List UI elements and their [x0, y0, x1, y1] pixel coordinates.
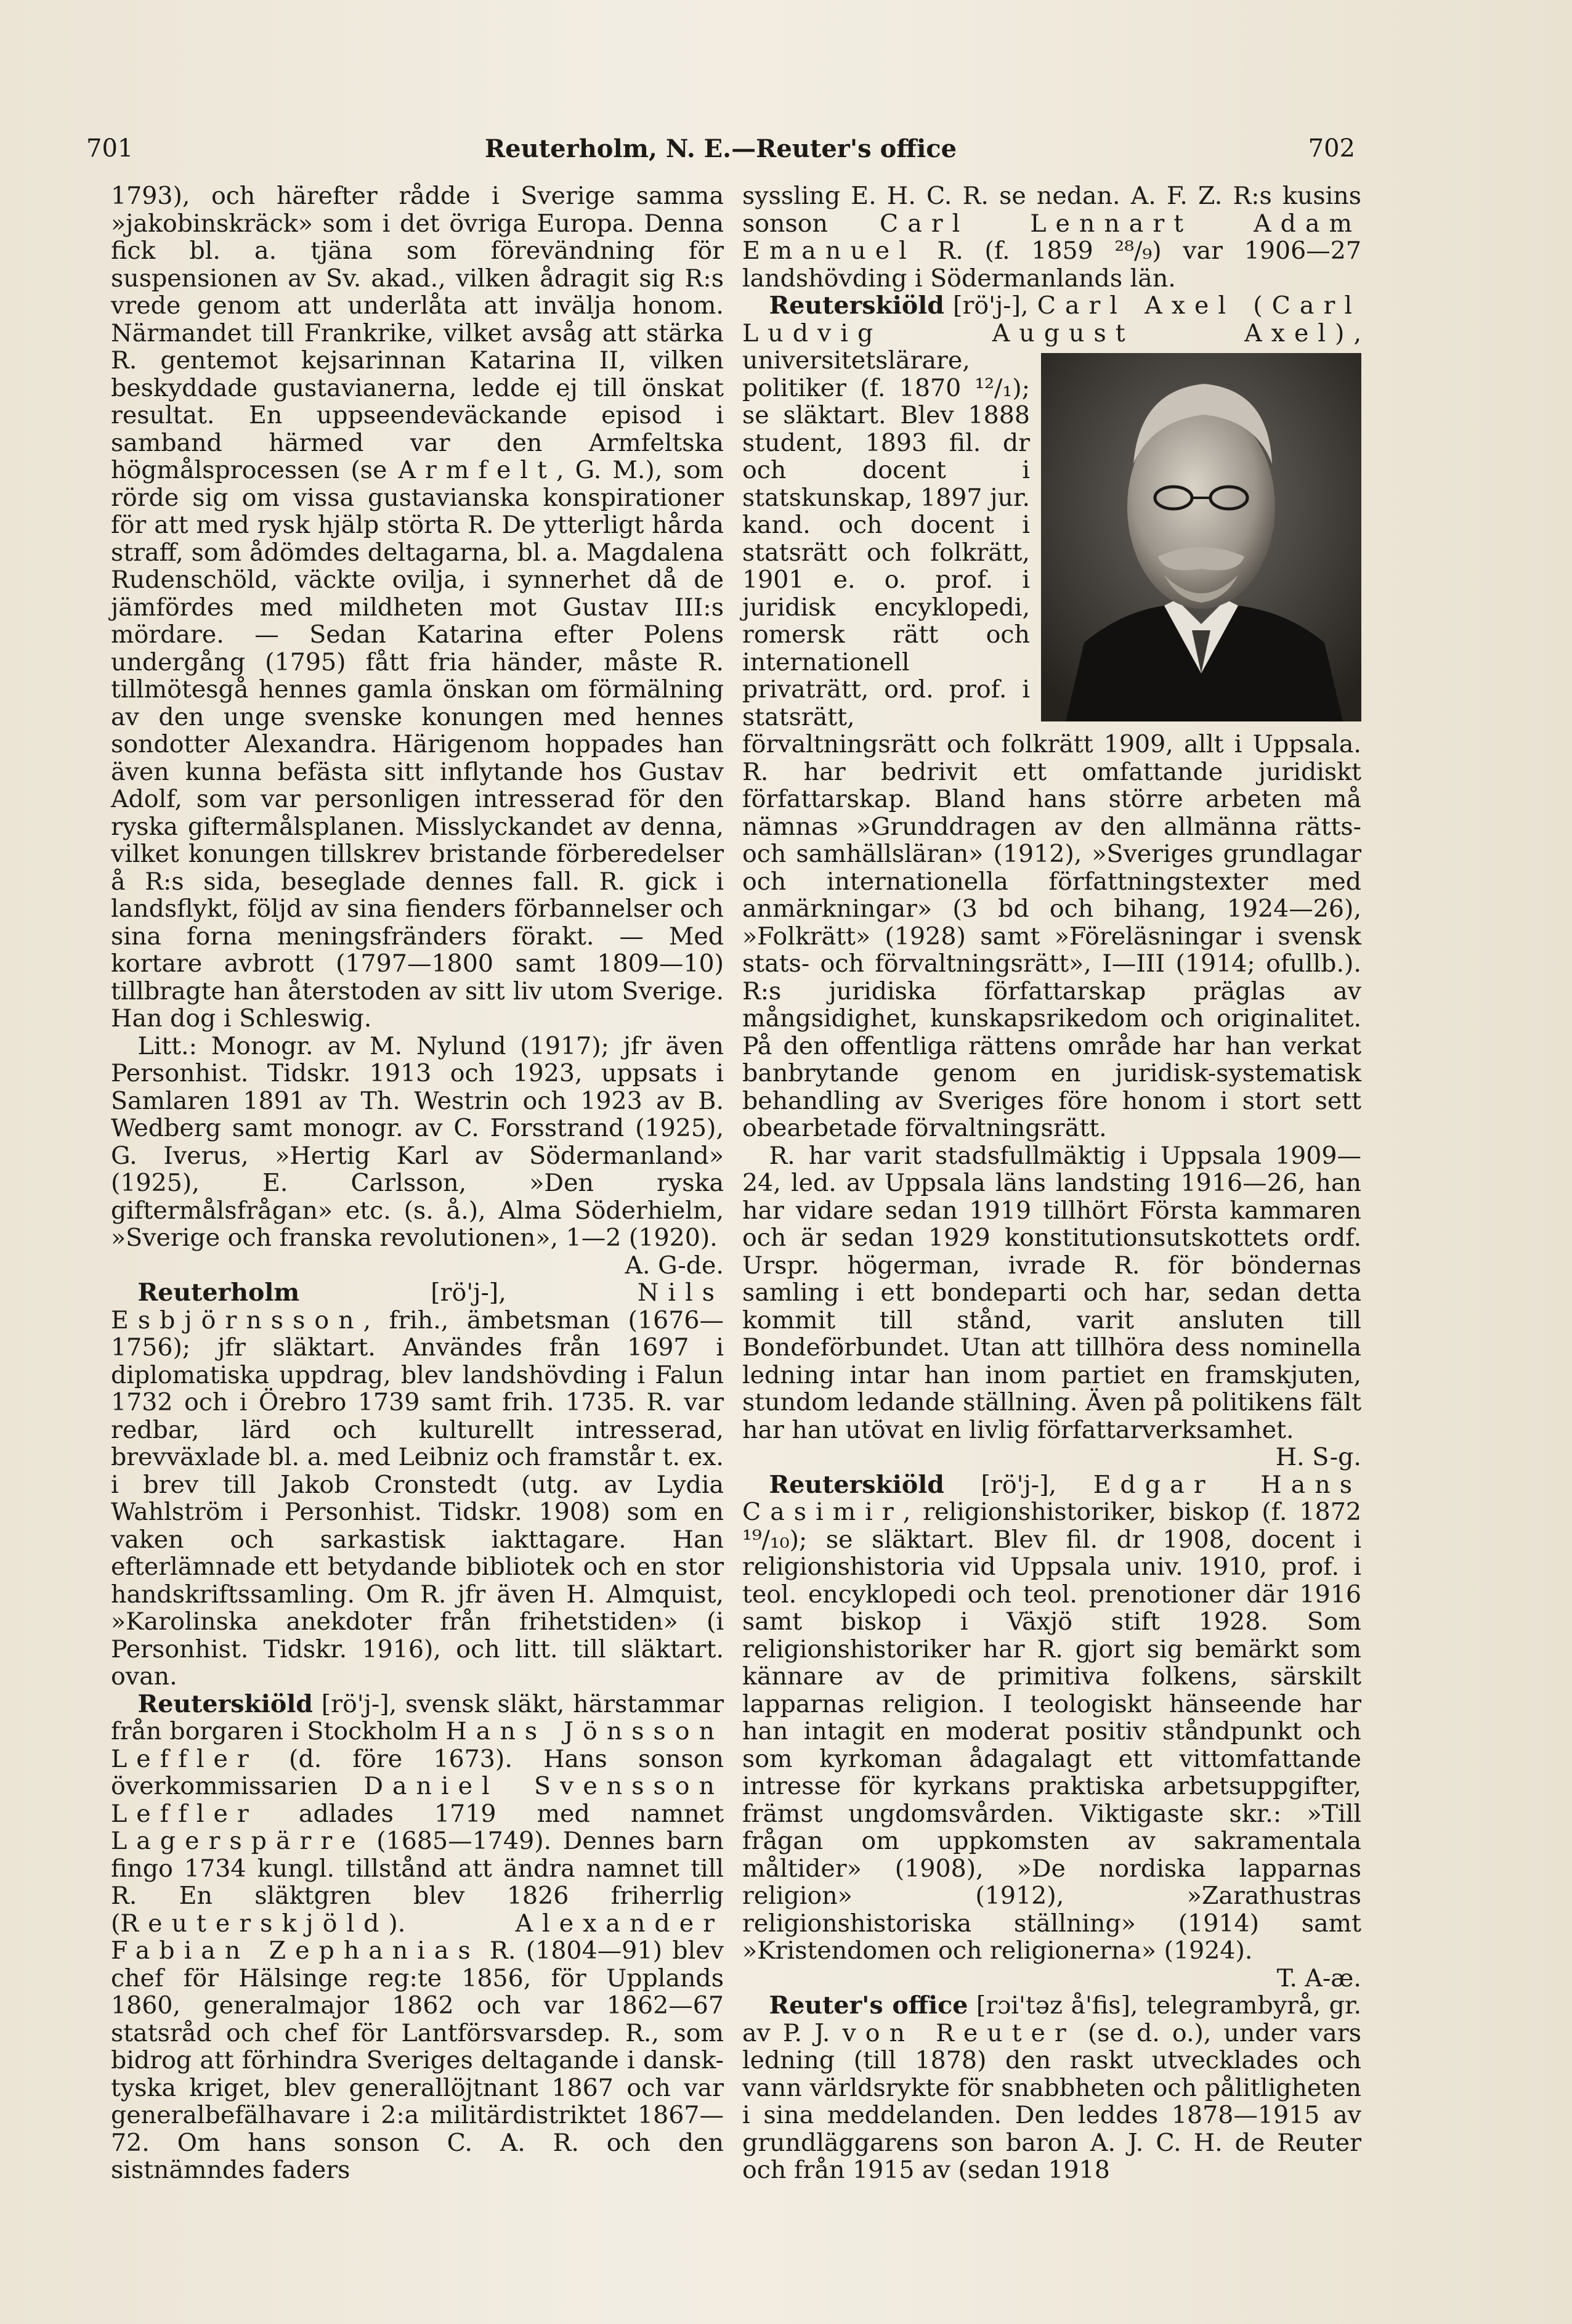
spaced-name: Hans Jönsson Leffler: [111, 1717, 724, 1773]
entry-headword: Reuterholm: [137, 1278, 300, 1307]
entry-continuation: [111, 182, 724, 1033]
paragraph-text: [rö'j-],: [299, 1278, 638, 1307]
entry-reuters-office: [742, 1992, 1361, 2184]
author-signature: T. A-æ.: [1276, 1964, 1361, 1993]
paragraph-text: , G. M.), som rörde sig om vissa gustavianska konspirationer för att med rysk hjälp störta R. De ytterligt hårda straff, som ådömdes deltagarna, bl. a. Magdalena Rudenschöld, väckte ovilja, i synnerhet då de jämfördes med mildheten mot Gustav III:s mördare. — Sedan Katarina efter Polens undergång (1795) fått fria händer, måste R. tillmötesgå hennes gamla önskan om förmälning av den unge svenske konungen med hennes sondotter Alexandra. Härigenom hoppades han även kunna befästa sitt inflytande hos Gustav Adolf, som var personligen intresserad för den ryska giftermålsplanen. Misslyckandet av denna, vilket konungen tillskrev bristande förberedelser å R:s sida, beseglade dennes fall. R. gick i landsflykt, följd av sina fienders förbannelser och sina forna meningsfränders förakt. — Med kortare avbrott (1797—1800 samt 1809—10) tillbragte han återstoden av sitt liv utom Sverige. Han dog i Schleswig.: [111, 456, 724, 1033]
paragraph-text: ).: [388, 1909, 516, 1938]
entry-headword: Reuterskiöld: [137, 1689, 313, 1718]
paragraph-text: R. har varit stadsfullmäktig i Uppsala 1909—24, led. av Uppsala läns landsting 1916—26, han har vidare sedan 1919 tillhört Första kammaren och är sedan 1929 konstitutionsutskottets ordf. Urspr. högerman, ivrade R. för böndernas samling i ett bondeparti och har, sedan detta kommit till stånd, varit ansluten till Bondeförbundet. Utan att tillhöra dess nominella ledning intar han inom partiet en framskjuten, stundom ledande ställning. Även på politikens fält har han utövat en livlig författarverksamhet.: [742, 1141, 1361, 1444]
page-number-right: 702: [1308, 134, 1355, 163]
literature-paragraph: [111, 1033, 724, 1280]
right-column: [742, 182, 1361, 2184]
entry-reuterskiold-edgar: [742, 1471, 1361, 1993]
spaced-name: Carl Axel (Carl Ludvig August Axel): [742, 291, 1361, 347]
spaced-name: Alexander Fabian Zephanias: [111, 1909, 724, 1965]
page-header: [86, 134, 1355, 171]
paragraph-text: syssling E. H. C. R. se nedan. A. F. Z. R:s kusins sonson: [742, 182, 1361, 238]
paragraph-text: , religionshistoriker, biskop (f. 1872 ¹⁹/₁₀); se släktart. Blev fil. dr 1908, docent i religionshistoria vid Uppsala univ. 1910, prof. i teol. encyklopedi och teol. prenotioner där 1916 samt biskop i Växjö stift 1928. Som religionshistoriker har R. gjort sig bemärkt som kännare av de primitiva folkens, särskilt lapparnas religion. I teologiskt hänseende har han intagit en moderat positiv ståndpunkt och som kyrkoman ådagalagt ett vittomfattande intresse för kyrkans praktiska arbetsuppgifter, främst ungdomsvården. Viktigaste skr.: »Till frågan om uppkomsten av sakramentala måltider» (1908), »De nordiska lapparnas religion» (1912), »Zarathustras religionshistoriska ställning» (1914) samt »Kristendomen och religionerna» (1924).: [742, 1498, 1361, 1965]
author-signature: H. S-g.: [1275, 1443, 1361, 1471]
page-number-left: 701: [86, 134, 134, 163]
portrait-photo-icon: [1041, 353, 1361, 721]
spaced-name: Carl Lennart Adam Emanuel: [742, 209, 1361, 265]
entry-reuterskiold-politics: [742, 1142, 1361, 1471]
spaced-name: Armfelt: [398, 456, 556, 484]
paragraph-text: , universitetslärare, politiker (f. 1870 ¹²/₁); se släktart. Blev 1888 student, 1893 fil. dr och docent i statskunskap, 1897 jur. kand. och docent i statsrätt och folkrätt, 1901 e. o. prof. i juridisk encyklopedi, romersk rätt och internationell privaträtt, ord. prof. i statsrätt, förvaltningsrätt och folkrätt 1909, allt i Uppsala. R. har bedrivit ett omfattande juridiskt författarskap. Bland hans större arbeten må nämnas »Grunddragen av den allmänna rätts- och samhällsläran» (1912), »Sveriges grundlagar och internationella författningstexter med anmärkningar» (3 bd och bihang, 1924—26), »Folkrätt» (1928) samt »Föreläsningar i svensk stats- och förvaltningsrätt», I—III (1914; ofullb.). R:s juridiska författarskap präglas av mångsidighet, kunskapsrikedom och originalitet. På den offentliga rättens område har han verkat banbrytande genom en juridisk-systematisk behandling av Sveriges före honom i stort sett obearbetade förvaltningsrätt.: [742, 319, 1361, 1142]
paragraph-text: [rɔi'tәz å'fis], telegrambyrå, gr. av P. J.: [742, 1991, 1361, 2047]
author-signature: A. G-de.: [625, 1251, 724, 1280]
entry-continuation: [742, 182, 1361, 292]
paragraph-text: (se d. o.), under vars ledning (till 1878) den raskt utvecklades och vann världsrykte för snabbheten och pålitligheten i sina meddelanden. Den leddes 1878—1915 av grundläggarens son baron A. J. C. H. de Reuter och från 1915 av (sedan 1918: [742, 2018, 1361, 2184]
paragraph-text: 1793), och härefter rådde i Sverige samma »jakobinskräck» som i det övriga Europa. Denna fick bl. a. tjäna som förevändning för suspensionen av Sv. akad., vilken ådragit sig R:s vrede genom att underlåta att invälja honom. Närmandet till Frankrike, vilket avsåg att stärka R. gentemot kejsarinnan Katarina II, vilken beskyddade gustavianerna, ledde ej till önskat resultat. En uppseendeväckande episod i samband härmed var den Armfeltska högmålsprocessen (se: [111, 182, 724, 484]
paragraph-text: [rö'j-],: [944, 291, 1037, 320]
paragraph-text: , frih., ämbetsman (1676—1756); jfr släktart. Användes från 1697 i diplomatiska uppdrag, blev landshövding i Falun 1732 och i Örebro 1739 samt frih. 1735. R. var redbar, lärd och kulturellt intresserad, brevväxlade bl. a. med Leibniz och framstår t. ex. i brev till Jakob Cronstedt (utg. av Lydia Wahlström i Personhist. Tidskr. 1908) som en vaken och sarkastisk iakttagare. Han efterlämnade ett betydande bibliotek och en stor handskriftssamling. Om R. jfr även H. Almquist, »Karolinska anekdoter från frihetstiden» (i Personhist. Tidskr. 1916), och litt. till släktart. ovan.: [111, 1306, 724, 1691]
paragraph-text: (1685—1749). Dennes barn fingo 1734 kungl. tillstånd att ändra namnet till R. En släktgren blev 1826 friherrlig (: [111, 1827, 724, 1938]
entry-headword: Reuterskiöld: [769, 291, 944, 320]
entry-reuterholm-nils: [111, 1279, 724, 1691]
paragraph-text: [rö'j-],: [944, 1470, 1093, 1499]
spaced-name: Edgar Hans Casimir: [742, 1470, 1362, 1526]
paragraph-text: R. (1804—91) blev chef för Hälsinge reg:te 1856, för Upplands 1860, generalmajor 1862 och var 1862—67 statsråd och chef för Lantförsvarsdep. R., som bidrog att förhindra Sveriges deltagande i dansk-tyska kriget, blev generallöjtnant 1867 och var generalbefälhavare i 2:a militärdistriktet 1867—72. Om hans sonson C. A. R. och den sistnämndes faders: [111, 1936, 724, 2184]
entry-reuterskiold-carl-axel: [742, 292, 1361, 1142]
paragraph-text: [rö'j-], svensk släkt, härstammar från borgaren i Stockholm: [111, 1689, 724, 1745]
spaced-name: von Reuter: [842, 2018, 1076, 2047]
paragraph-text: R. (f. 1859 ²⁸/₉) var 1906—27 landshövding i Södermanlands län.: [742, 237, 1361, 293]
left-column: [111, 182, 724, 2184]
spaced-name: Lagerspärre: [111, 1827, 365, 1855]
running-head: Reuterholm, N. E.—Reuter's office: [484, 134, 957, 163]
paragraph-text: Litt.: Monogr. av M. Nylund (1917); jfr även Personhist. Tidskr. 1913 och 1923, uppsats i Samlaren 1891 av Th. Westrin och 1923 av B. Wedberg samt monogr. av C. Forsstrand (1925), G. Iverus, »Hertig Karl av Södermanland» (1925), E. Carlsson, »Den ryska giftermålsfrågan» etc. (s. å.), Alma Söderhielm, »Sverige och franska revolutionen», 1—2 (1920).: [111, 1031, 724, 1252]
entry-headword: Reuter's office: [769, 1991, 968, 2020]
spaced-name: Reuterskjöld: [120, 1909, 389, 1938]
spaced-name: Nils Esbjörnsson: [111, 1278, 724, 1335]
spaced-name: Daniel Svensson Leffler: [111, 1772, 724, 1828]
paragraph-text: (d. före 1673). Hans sonson överkommissarien: [111, 1744, 724, 1800]
paragraph-text: adlades 1719 med namnet: [257, 1799, 724, 1828]
entry-headword: Reuterskiöld: [769, 1470, 944, 1499]
entry-reuterskiold-family: [111, 1691, 724, 2184]
